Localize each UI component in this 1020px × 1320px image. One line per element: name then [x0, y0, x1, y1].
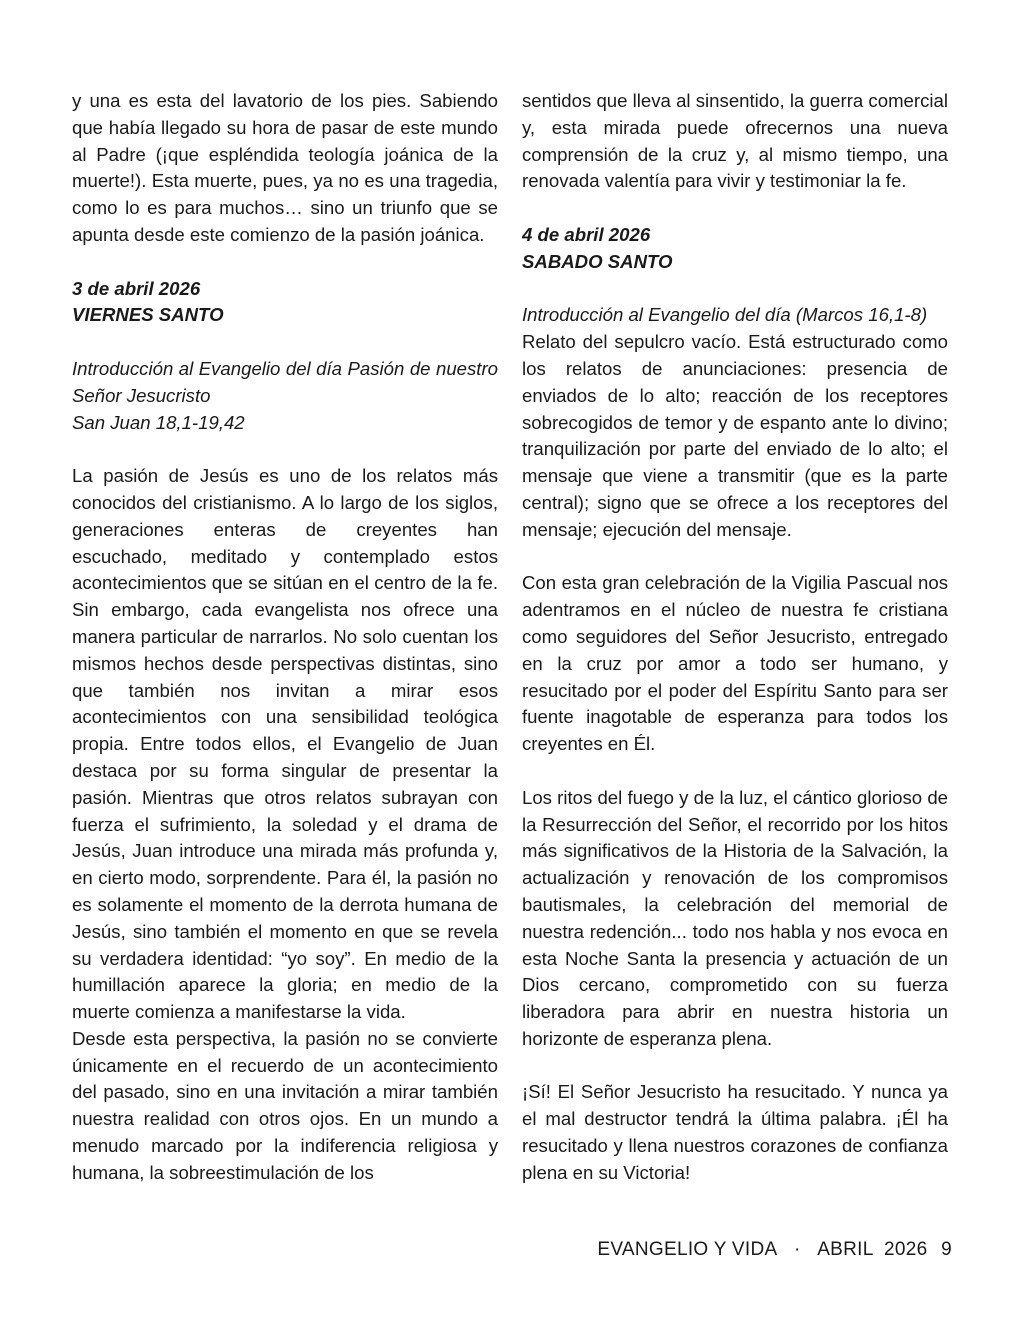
- issue-date: ABRIL 2026: [817, 1239, 928, 1260]
- left-column: [72, 88, 498, 1187]
- continuation-text: y una es esta del lavatorio de los pies. Sabiendo que había llegado su hora de pasar de este mundo al Padre (¡que espléndida teología joánica de la muerte!). Esta muerte, pues, ya no es una tragedia, como lo es para muchos… sino un triunfo que se apunta desde este comienzo de la pasión joánica.: [72, 90, 498, 245]
- gospel-intro: Introducción al Evangelio del día Pasión de nuestro Señor Jesucristo: [72, 357, 498, 406]
- body-paragraph: La pasión de Jesús es uno de los relatos más conocidos del cristianismo. A lo largo de los siglos, generaciones enteras de creyentes han escuchado, meditado y contemplado estos acontecimientos que se sitúan en el centro de la fe. Sin embargo, cada evangelista nos ofrece una manera particular de narrarlos. No solo cuentan los mismos hechos desde perspectivas distintas, sino que también nos invitan a mirar esos acontecimientos con una sensibilidad teológica propia. Entre todos ellos, el Evangelio de Juan destaca por su forma singular de presentar la pasión. Mientras que otros relatos subrayan con fuerza el sufrimiento, la soledad y el drama de Jesús, Juan introduce una mirada más profunda y, en cierto modo, sorprendente. Para él, la pasión no es solamente el momento de la derrota humana de Jesús, sino también el momento en que se revela su verdadera identidad: “yo soy”. En medio de la humillación aparece la gloria; en medio de la muerte comienza a manifestarse la vida.: [72, 465, 498, 1023]
- right-column: [522, 88, 948, 1187]
- day-title: SABADO SANTO: [522, 250, 673, 272]
- body-paragraph: Relato del sepulcro vacío. Está estructurado como los relatos de anunciaciones: presencia de enviados de lo alto; reacción de los receptores sobrecogidos de temor y de espanto ante lo divino; tranquilización por parte del enviado de lo alto; el mensaje que viene a transmitir (que es la parte central); signo que se ofrece a los receptores del mensaje; ejecución del mensaje.: [522, 331, 948, 540]
- body-paragraph: Desde esta perspectiva, la pasión no se convierte únicamente en el recuerdo de un acontecimiento del pasado, sino en una invitación a mirar también nuestra realidad con otros ojos. En un mundo a menudo marcado por la indiferencia religiosa y humana, la sobreestimulación de los: [72, 1027, 498, 1183]
- day-title: VIERNES SANTO: [72, 304, 224, 326]
- date-heading: 4 de abril 2026: [522, 223, 651, 245]
- page-footer: [597, 1238, 952, 1262]
- body-paragraph: ¡Sí! El Señor Jesucristo ha resucitado. Y nunca ya el mal destructor tendrá la última palabra. ¡Él ha resucitado y llena nuestros corazones de confianza plena en su Victoria!: [522, 1081, 948, 1183]
- gospel-reference: San Juan 18,1-19,42: [72, 411, 245, 433]
- page-number: 9: [941, 1239, 952, 1260]
- body-paragraph: Con esta gran celebración de la Vigilia Pascual nos adentramos en el núcleo de nuestra fe cristiana como seguidores del Señor Jesucristo, entregado en la cruz por amor a todo ser humano, y resucitado por el poder del Espíritu Santo para ser fuente inagotable de esperanza para todos los creyentes en Él.: [522, 572, 948, 755]
- publication-name: EVANGELIO Y VIDA: [597, 1239, 777, 1260]
- body-paragraph: Los ritos del fuego y de la luz, el cántico glorioso de la Resurrección del Señor, el recorrido por los hitos más significativos de la Historia de la Salvación, la actualización y renovación de los compromisos bautismales, la celebración del memorial de nuestra redención... todo nos habla y nos evoca en esta Noche Santa la presencia y actuación de un Dios cercano, comprometido con su fuerza liberadora para abrir en nuestra historia un horizonte de esperanza plena.: [522, 786, 948, 1049]
- footer-separator: ·: [794, 1239, 801, 1260]
- continuation-text: sentidos que lleva al sinsentido, la guerra comercial y, esta mirada puede ofrecernos una nueva comprensión de la cruz y, al mismo tiempo, una renovada valentía para vivir y testimoniar la fe.: [522, 90, 948, 192]
- date-heading: 3 de abril 2026: [72, 277, 201, 299]
- gospel-intro: Introducción al Evangelio del día (Marcos 16,1-8): [522, 304, 928, 326]
